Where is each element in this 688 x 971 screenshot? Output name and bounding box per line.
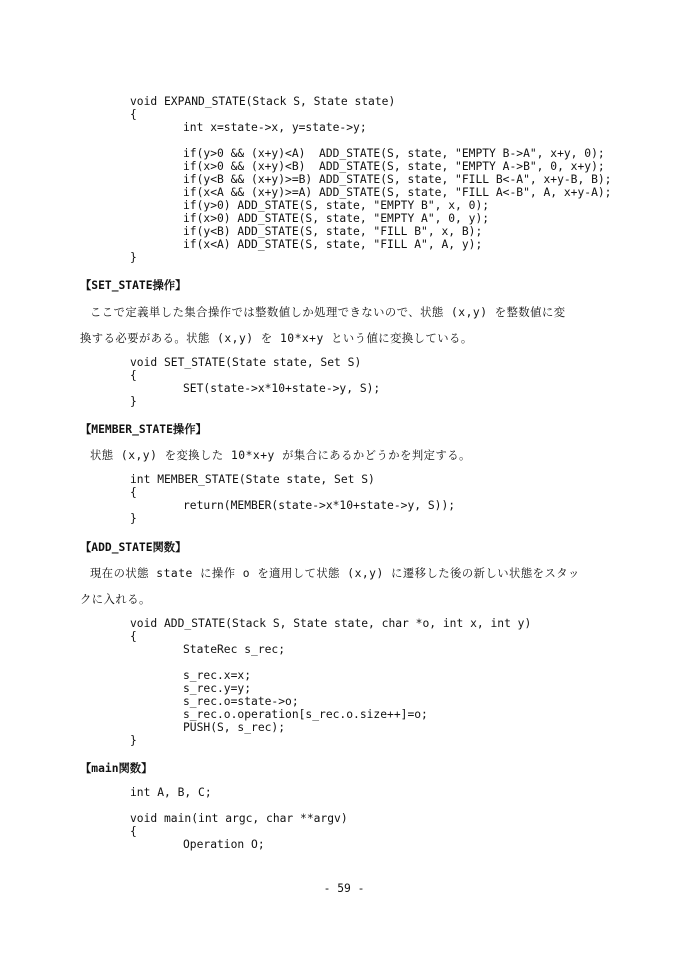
code-line: void main(int argc, char **argv)	[130, 812, 348, 825]
code-line: if(y<B) ADD_STATE(S, state, "FILL B", x, B);	[183, 225, 483, 238]
paragraph-line: 換する必要がある。状態 (x,y) を 10*x+y という値に変換している。	[80, 332, 473, 345]
code-line: {	[130, 369, 137, 382]
section-heading-main: 【main関数】	[80, 762, 153, 775]
code-line: if(x<A && (x+y)>=A) ADD_STATE(S, state, "FILL A<-B", A, x+y-A);	[183, 186, 612, 199]
code-line: PUSH(S, s_rec);	[183, 721, 286, 734]
code-line: if(y<B && (x+y)>=B) ADD_STATE(S, state, "FILL B<-A", x+y-B, B);	[183, 173, 612, 186]
code-line: {	[130, 630, 137, 643]
paragraph-line: 状態 (x,y) を変換した 10*x+y が集合にあるかどうかを判定する。	[90, 449, 471, 462]
code-line: {	[130, 108, 137, 121]
page-number: - 59 -	[323, 882, 365, 895]
code-line: if(y>0) ADD_STATE(S, state, "EMPTY B", x, 0);	[183, 199, 490, 212]
code-line: }	[130, 734, 137, 747]
code-line: SET(state->x*10+state->y, S);	[183, 382, 381, 395]
code-line: void ADD_STATE(Stack S, State state, char *o, int x, int y)	[130, 617, 532, 630]
code-line: if(y>0 && (x+y)<A) ADD_STATE(S, state, "EMPTY B->A", x+y, 0);	[183, 147, 605, 160]
code-line: s_rec.o.operation[s_rec.o.size++]=o;	[183, 708, 428, 721]
code-line: s_rec.y=y;	[183, 682, 252, 695]
code-line: s_rec.o=state->o;	[183, 695, 299, 708]
code-line: if(x>0 && (x+y)<B) ADD_STATE(S, state, "EMPTY A->B", 0, x+y);	[183, 160, 605, 173]
code-line: if(x<A) ADD_STATE(S, state, "FILL A", A, y);	[183, 238, 483, 251]
paragraph-line: クに入れる。	[80, 593, 151, 606]
code-line: }	[130, 395, 137, 408]
code-line: int MEMBER_STATE(State state, Set S)	[130, 473, 375, 486]
code-line: if(x>0) ADD_STATE(S, state, "EMPTY A", 0, y);	[183, 212, 490, 225]
code-line: int A, B, C;	[130, 786, 212, 799]
code-line: void SET_STATE(State state, Set S)	[130, 356, 362, 369]
section-heading-set-state: 【SET_STATE操作】	[80, 279, 187, 292]
code-line: }	[130, 512, 137, 525]
code-line: }	[130, 251, 137, 264]
section-heading-add-state: 【ADD_STATE関数】	[80, 541, 187, 554]
paragraph-line: ここで定義単した集合操作では整数値しか処理できないので、状態 (x,y) を整数値に変	[90, 306, 566, 319]
code-line: Operation O;	[183, 838, 265, 851]
code-line: s_rec.x=x;	[183, 669, 252, 682]
section-heading-member-state: 【MEMBER_STATE操作】	[80, 423, 207, 436]
code-line: {	[130, 486, 137, 499]
code-line: return(MEMBER(state->x*10+state->y, S));	[183, 499, 456, 512]
code-line: StateRec s_rec;	[183, 643, 286, 656]
code-line: int x=state->x, y=state->y;	[183, 121, 367, 134]
code-line: void EXPAND_STATE(Stack S, State state)	[130, 95, 396, 108]
paragraph-line: 現在の状態 state に操作 o を適用して状態 (x,y) に遷移した後の新しい状態をスタッ	[90, 567, 580, 580]
code-line: {	[130, 825, 137, 838]
